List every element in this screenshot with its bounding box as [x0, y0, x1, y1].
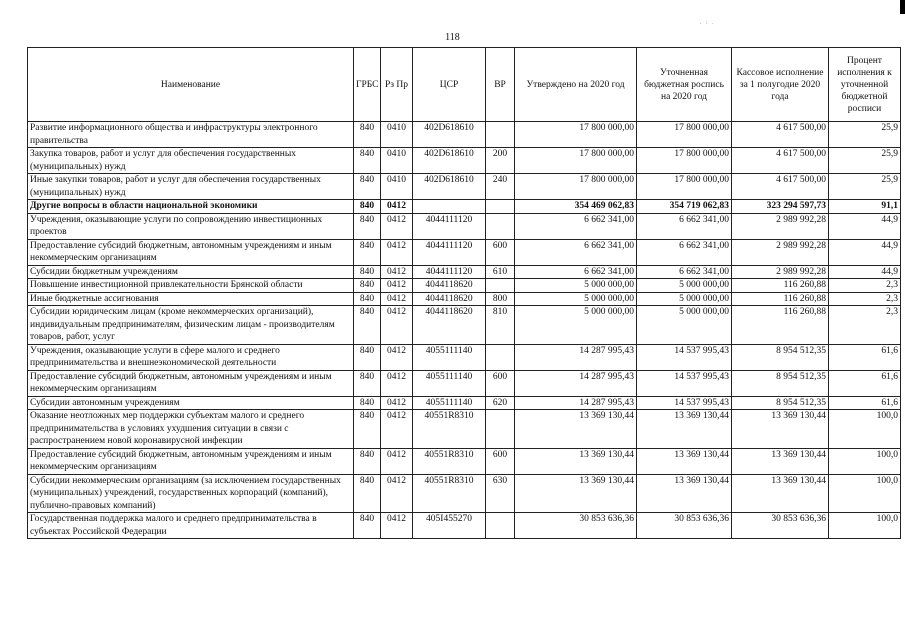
cell-refined: 17 800 000,00: [637, 174, 732, 200]
table-row: [28, 370, 901, 396]
cell-rzpr: 0412: [381, 396, 413, 410]
cell-percent: 91,1: [829, 200, 901, 214]
col-header-refined: Уточненная бюджетная роспись на 2020 год: [637, 48, 732, 122]
cell-vr: 600: [486, 370, 515, 396]
cell-percent: 25,9: [829, 148, 901, 174]
cell-rzpr: 0412: [381, 265, 413, 279]
cell-csr: 40551R8310: [413, 410, 486, 449]
cell-csr: 40551R8310: [413, 448, 486, 474]
cell-refined: 17 800 000,00: [637, 148, 732, 174]
cell-csr: [413, 200, 486, 214]
cell-approved: 354 469 062,83: [515, 200, 637, 214]
cell-name: Предоставление субсидий бюджетным, автономным учреждениям и иным некоммерческим организациям: [28, 448, 354, 474]
cell-refined: 5 000 000,00: [637, 279, 732, 293]
cell-grbs: 840: [354, 148, 381, 174]
table-row: [28, 448, 901, 474]
cell-percent: 100,0: [829, 410, 901, 449]
cell-rzpr: 0412: [381, 239, 413, 265]
cell-rzpr: 0412: [381, 344, 413, 370]
cell-approved: 13 369 130,44: [515, 474, 637, 513]
cell-grbs: 840: [354, 370, 381, 396]
cell-cash: 13 369 130,44: [732, 448, 829, 474]
cell-approved: 5 000 000,00: [515, 306, 637, 345]
cell-approved: 14 287 995,43: [515, 344, 637, 370]
cell-approved: 14 287 995,43: [515, 396, 637, 410]
cell-csr: 402D618610: [413, 148, 486, 174]
cell-approved: 6 662 341,00: [515, 239, 637, 265]
cell-percent: 44,9: [829, 213, 901, 239]
table-row: [28, 213, 901, 239]
cell-csr: 4044111120: [413, 239, 486, 265]
cell-grbs: 840: [354, 292, 381, 306]
cell-refined: 6 662 341,00: [637, 265, 732, 279]
cell-vr: 600: [486, 448, 515, 474]
cell-name: Учреждения, оказывающие услуги в сфере малого и среднего предпринимательства и внешнеэкономической деятельности: [28, 344, 354, 370]
table-row: [28, 344, 901, 370]
cell-grbs: 840: [354, 174, 381, 200]
cell-name: Другие вопросы в области национальной экономики: [28, 200, 354, 214]
cell-grbs: 840: [354, 265, 381, 279]
cell-vr: [486, 513, 515, 539]
cell-name: Развитие информационного общества и инфраструктуры электронного правительства: [28, 122, 354, 148]
cell-percent: 44,9: [829, 239, 901, 265]
cell-name: Оказание неотложных мер поддержки субъектам малого и среднего предпринимательства в условиях ухудшения ситуации в связи с распространением новой коронавирусной инфекции: [28, 410, 354, 449]
cell-cash: 4 617 500,00: [732, 148, 829, 174]
cell-grbs: 840: [354, 448, 381, 474]
page-number: 118: [445, 32, 460, 43]
cell-approved: 14 287 995,43: [515, 370, 637, 396]
cell-percent: 100,0: [829, 474, 901, 513]
cell-percent: 44,9: [829, 265, 901, 279]
cell-grbs: 840: [354, 213, 381, 239]
cell-approved: 6 662 341,00: [515, 265, 637, 279]
col-header-name: Наименование: [28, 48, 354, 122]
cell-rzpr: 0412: [381, 448, 413, 474]
table-row: [28, 279, 901, 293]
cell-approved: 13 369 130,44: [515, 410, 637, 449]
cell-csr: 4044111120: [413, 265, 486, 279]
cell-approved: 6 662 341,00: [515, 213, 637, 239]
cell-cash: 4 617 500,00: [732, 174, 829, 200]
corner-mark: [900, 0, 905, 14]
cell-refined: 13 369 130,44: [637, 448, 732, 474]
cell-csr: 4044118620: [413, 292, 486, 306]
col-header-vr: ВР: [486, 48, 515, 122]
cell-rzpr: 0412: [381, 370, 413, 396]
cell-refined: 13 369 130,44: [637, 410, 732, 449]
cell-percent: 61,6: [829, 396, 901, 410]
col-header-grbs: ГРБС: [354, 48, 381, 122]
cell-approved: 17 800 000,00: [515, 174, 637, 200]
cell-csr: 4044118620: [413, 306, 486, 345]
cell-vr: [486, 200, 515, 214]
cell-cash: 116 260,88: [732, 292, 829, 306]
cell-approved: 17 800 000,00: [515, 148, 637, 174]
table-row: [28, 306, 901, 345]
cell-approved: 5 000 000,00: [515, 292, 637, 306]
cell-name: Государственная поддержка малого и среднего предпринимательства в субъектах Российской Федерации: [28, 513, 354, 539]
cell-approved: 5 000 000,00: [515, 279, 637, 293]
cell-approved: 17 800 000,00: [515, 122, 637, 148]
table-row: [28, 239, 901, 265]
cell-name: Иные закупки товаров, работ и услуг для обеспечения государственных (муниципальных) нужд: [28, 174, 354, 200]
cell-percent: 100,0: [829, 448, 901, 474]
cell-grbs: 840: [354, 474, 381, 513]
table-row: [28, 513, 901, 539]
col-header-rzpr: Рз Пр: [381, 48, 413, 122]
cell-percent: 2,3: [829, 279, 901, 293]
col-header-cash: Кассовое исполнение за 1 полугодие 2020 года: [732, 48, 829, 122]
cell-csr: 405I455270: [413, 513, 486, 539]
cell-grbs: 840: [354, 513, 381, 539]
cell-cash: 323 294 597,73: [732, 200, 829, 214]
cell-rzpr: 0412: [381, 410, 413, 449]
cell-refined: 30 853 636,36: [637, 513, 732, 539]
col-header-approved: Утверждено на 2020 год: [515, 48, 637, 122]
table-row: [28, 410, 901, 449]
table-row: [28, 122, 901, 148]
cell-vr: 240: [486, 174, 515, 200]
cell-percent: 61,6: [829, 370, 901, 396]
table-header-row: [28, 48, 901, 122]
cell-refined: 354 719 062,83: [637, 200, 732, 214]
cell-rzpr: 0410: [381, 148, 413, 174]
cell-name: Субсидии юридическим лицам (кроме некоммерческих организаций), индивидуальным предпринимателям, физическим лицам - производителям товаров, работ, услуг: [28, 306, 354, 345]
cell-rzpr: 0412: [381, 200, 413, 214]
cell-vr: [486, 122, 515, 148]
cell-name: Предоставление субсидий бюджетным, автономным учреждениям и иным некоммерческим организациям: [28, 239, 354, 265]
cell-rzpr: 0410: [381, 122, 413, 148]
table-row: [28, 396, 901, 410]
cell-vr: 600: [486, 239, 515, 265]
cell-refined: 14 537 995,43: [637, 396, 732, 410]
cell-vr: [486, 410, 515, 449]
cell-cash: 2 989 992,28: [732, 239, 829, 265]
cell-name: Субсидии некоммерческим организациям (за исключением государственных (муниципальных) учреждений, государственных корпораций (компаний), публично-правовых компаний): [28, 474, 354, 513]
cell-percent: 2,3: [829, 292, 901, 306]
cell-cash: 13 369 130,44: [732, 474, 829, 513]
cell-grbs: 840: [354, 200, 381, 214]
cell-grbs: 840: [354, 396, 381, 410]
cell-grbs: 840: [354, 344, 381, 370]
cell-cash: 116 260,88: [732, 306, 829, 345]
col-header-percent: Процент исполнения к уточненной бюджетной росписи: [829, 48, 901, 122]
cell-cash: 2 989 992,28: [732, 265, 829, 279]
cell-percent: 25,9: [829, 174, 901, 200]
cell-rzpr: 0412: [381, 213, 413, 239]
table-body: [28, 122, 901, 539]
cell-refined: 6 662 341,00: [637, 239, 732, 265]
cell-cash: 4 617 500,00: [732, 122, 829, 148]
cell-refined: 14 537 995,43: [637, 370, 732, 396]
cell-name: Закупка товаров, работ и услуг для обеспечения государственных (муниципальных) нужд: [28, 148, 354, 174]
cell-vr: [486, 213, 515, 239]
cell-cash: 8 954 512,35: [732, 370, 829, 396]
cell-name: Субсидии бюджетным учреждениям: [28, 265, 354, 279]
cell-csr: 40551R8310: [413, 474, 486, 513]
cell-cash: 13 369 130,44: [732, 410, 829, 449]
cell-vr: [486, 344, 515, 370]
cell-cash: 8 954 512,35: [732, 344, 829, 370]
cell-cash: 30 853 636,36: [732, 513, 829, 539]
cell-csr: 4055111140: [413, 370, 486, 396]
cell-csr: 4044118620: [413, 279, 486, 293]
cell-name: Субсидии автономным учреждениям: [28, 396, 354, 410]
cell-rzpr: 0412: [381, 306, 413, 345]
cell-grbs: 840: [354, 279, 381, 293]
cell-percent: 2,3: [829, 306, 901, 345]
cell-approved: 13 369 130,44: [515, 448, 637, 474]
cell-grbs: 840: [354, 306, 381, 345]
budget-table: [27, 47, 901, 539]
scan-specks: . : .: [700, 20, 714, 26]
cell-cash: 116 260,88: [732, 279, 829, 293]
table-row: [28, 474, 901, 513]
cell-percent: 100,0: [829, 513, 901, 539]
cell-rzpr: 0412: [381, 279, 413, 293]
cell-csr: 402D618610: [413, 174, 486, 200]
cell-refined: 13 369 130,44: [637, 474, 732, 513]
cell-grbs: 840: [354, 122, 381, 148]
cell-vr: 200: [486, 148, 515, 174]
table-row: [28, 292, 901, 306]
cell-grbs: 840: [354, 239, 381, 265]
cell-refined: 17 800 000,00: [637, 122, 732, 148]
cell-vr: 810: [486, 306, 515, 345]
cell-name: Иные бюджетные ассигнования: [28, 292, 354, 306]
col-header-csr: ЦСР: [413, 48, 486, 122]
cell-name: Повышение инвестиционной привлекательности Брянской области: [28, 279, 354, 293]
cell-csr: 4044111120: [413, 213, 486, 239]
cell-percent: 25,9: [829, 122, 901, 148]
table-row: [28, 148, 901, 174]
cell-vr: 610: [486, 265, 515, 279]
cell-vr: [486, 279, 515, 293]
cell-percent: 61,6: [829, 344, 901, 370]
cell-cash: 2 989 992,28: [732, 213, 829, 239]
cell-refined: 14 537 995,43: [637, 344, 732, 370]
cell-grbs: 840: [354, 410, 381, 449]
cell-name: Учреждения, оказывающие услуги по сопровождению инвестиционных проектов: [28, 213, 354, 239]
cell-csr: 4055111140: [413, 396, 486, 410]
cell-refined: 5 000 000,00: [637, 292, 732, 306]
cell-vr: 620: [486, 396, 515, 410]
cell-rzpr: 0412: [381, 513, 413, 539]
cell-rzpr: 0410: [381, 174, 413, 200]
table-row: [28, 265, 901, 279]
table-row: [28, 200, 901, 214]
cell-approved: 30 853 636,36: [515, 513, 637, 539]
cell-name: Предоставление субсидий бюджетным, автономным учреждениям и иным некоммерческим организациям: [28, 370, 354, 396]
cell-csr: 402D618610: [413, 122, 486, 148]
cell-rzpr: 0412: [381, 474, 413, 513]
table-row: [28, 174, 901, 200]
cell-csr: 4055111140: [413, 344, 486, 370]
cell-refined: 5 000 000,00: [637, 306, 732, 345]
cell-cash: 8 954 512,35: [732, 396, 829, 410]
cell-rzpr: 0412: [381, 292, 413, 306]
cell-vr: 630: [486, 474, 515, 513]
cell-vr: 800: [486, 292, 515, 306]
cell-refined: 6 662 341,00: [637, 213, 732, 239]
